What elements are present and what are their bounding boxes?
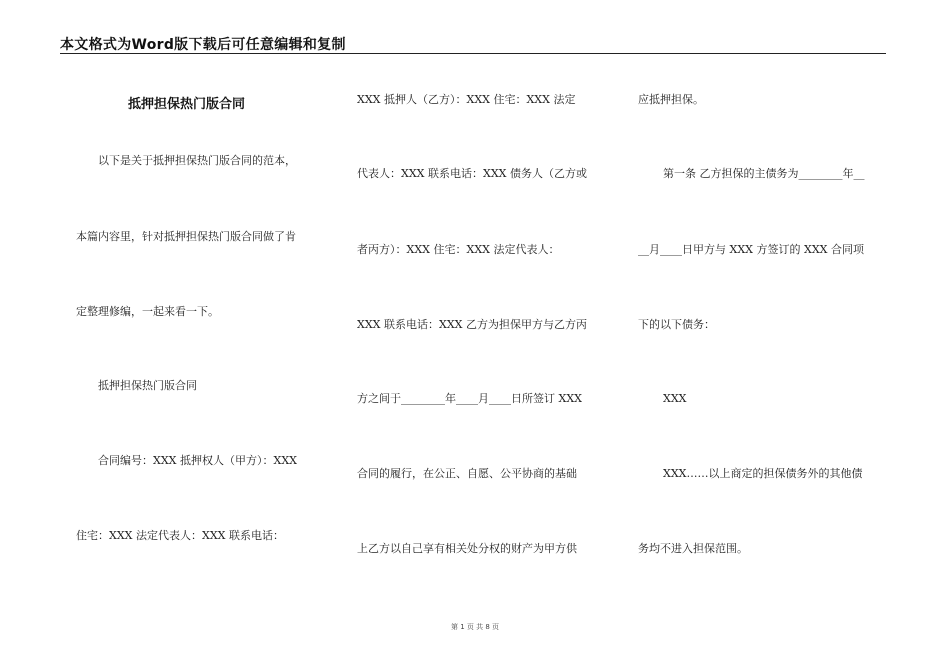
document-title: 抵押担保热门版合同 (128, 97, 246, 112)
document-header (60, 34, 886, 54)
page-number-footer: 第 1 页 共 8 页 (450, 623, 500, 631)
column-2-line-3: 者丙方）：XXX 住宅：XXX 法定代表人： (357, 243, 560, 256)
column-1-line-2: 本篇内容里，针对抵押担保热门版合同做了肯 (76, 230, 296, 243)
column-3-line-1: 应抵押担保。 (638, 93, 704, 106)
column-3-line-6: XXX……以上商定的担保债务外的其他债 (663, 467, 863, 480)
column-2-line-5: 方之间于________年____月____日所签订 XXX (357, 392, 582, 405)
column-2-line-1: XXX 抵押人（乙方）：XXX 住宅：XXX 法定 (357, 93, 576, 106)
column-3-line-3: __月____日甲方与 XXX 方签订的 XXX 合同项 (638, 243, 864, 256)
header-text: 本文格式为Word版下载后可任意编辑和复制 (60, 37, 346, 53)
column-1-line-3: 定整理修编，一起来看一下。 (76, 305, 219, 318)
column-2-line-6: 合同的履行，在公正、自愿、公平协商的基础 (357, 467, 577, 480)
column-2-line-4: XXX 联系电话：XXX 乙方为担保甲方与乙方丙 (357, 318, 587, 331)
column-3-line-2: 第一条 乙方担保的主债务为________年__ (663, 167, 865, 180)
column-1-line-5: 合同编号：XXX 抵押权人（甲方）：XXX (98, 454, 297, 467)
column-1-line-4: 抵押担保热门版合同 (98, 379, 197, 392)
column-1-line-1: 以下是关于抵押担保热门版合同的范本， (98, 154, 296, 167)
column-2-line-7: 上乙方以自己享有相关处分权的财产为甲方供 (357, 542, 577, 555)
column-3-line-5: XXX (663, 392, 687, 405)
column-2-line-2: 代表人：XXX 联系电话：XXX 债务人（乙方或 (357, 167, 587, 180)
column-3-line-7: 务均不进入担保范围。 (638, 542, 748, 555)
column-1-line-6: 住宅：XXX 法定代表人：XXX 联系电话： (76, 529, 284, 542)
column-3-line-4: 下的以下债务： (638, 318, 715, 331)
